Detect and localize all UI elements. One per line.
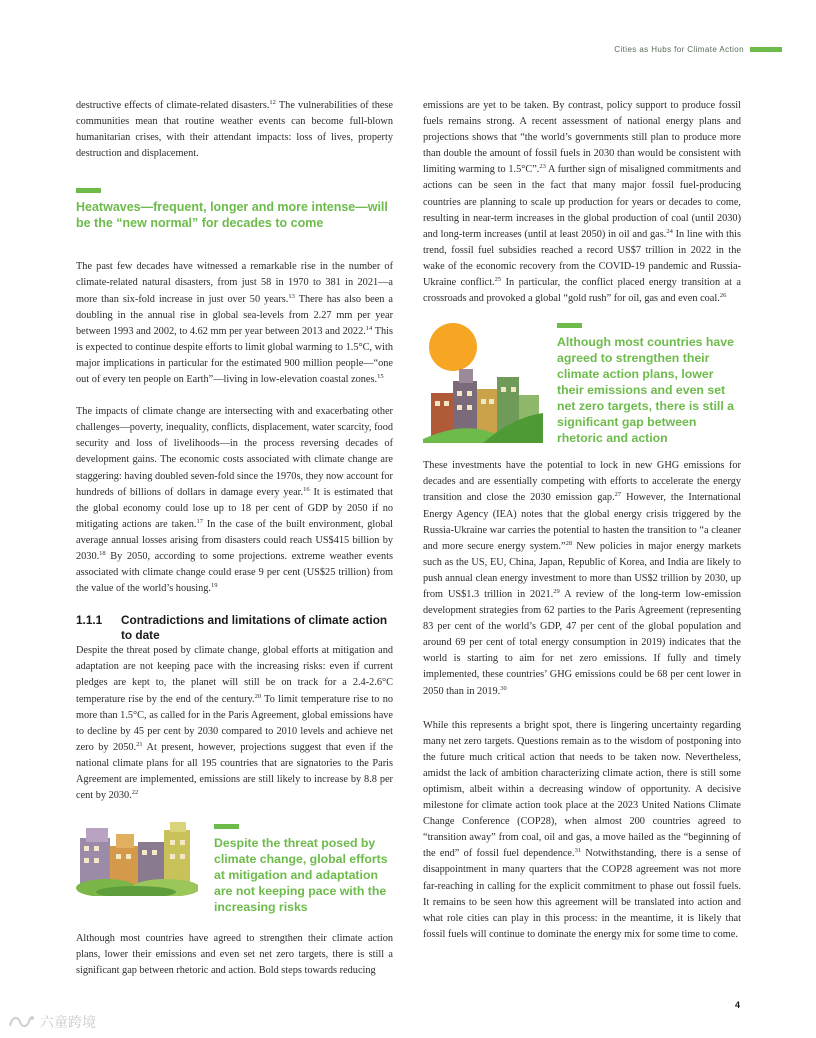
left-column	[76, 98, 393, 995]
body-paragraph: Despite the threat posed by climate change, global efforts at mitigation and adaptation are not keeping pace with the increasing risks: even if current pledges are kept to, the planet will still be on track for a 2.4-2.6°C temperature rise by the end of the century.$^{20}$ To limit temperature rise to no more than 1.5°C, as called for in the Paris Agreement, global emissions have to decline by 45 per cent by 2030 compared to 2010 levels and achieve net zero by 2050.21 At present, however, projections suggest that even if the national climate plans for all 195 countries that are signatories to the Paris Agreement are implemented, emissions are still likely to increase by 8.8 per cent by 2030.22	[76, 645, 393, 802]
watermark	[8, 1012, 96, 1032]
footnote-ref: 30	[500, 684, 507, 692]
body-paragraph: The past few decades have witnessed a remarkable rise in the number of climate-related natural disasters, from just 58 in 1970 to 381 in 2021—a more than six-fold increase in just over 50 years.$^{13}$ There has also been a doubling in the annual rise in global sea-levels from 2.27 mm per year between 1993 and 2002, to 4.62 mm per year between 2013 and 2022.14 This is expected to continue despite efforts to limit global warming to 1.5°C, with major implications in particular for the estimated 900 million people—“one out of every ten people on Earth”—living in low-elevation coastal zones.$^{15}$	[76, 261, 394, 386]
solar-city-illustration	[423, 321, 543, 443]
body-paragraph: These investments have the potential to lock in new GHG emissions for decades and are essentially competing with efforts to accelerate the energy transition and close the 2030 emission gap.$^{27}$ However, the International Energy Agency (IEA) notes that the global energy crisis triggered by the Russia-Ukraine war carries the potential to hasten the transition to “a cleaner and more secure energy system.”$^{28}$ New policies in major energy markets such as the US, EU, China, Japan, Republic of Korea, and India are likely to push annual clean energy investment to more than US$2 trillion by 2030, up from US$1.3 trillion in 2021.29 A review of the long-term low-emission development strategies from 62 parties to the Paris Agreement (representing 83 per cent of the world’s GDP, 47 per cent of the global population and around 69 per cent of total energy consumption in 2019) indicates that the world is starting to aim for net zero emissions. If fully and timely implemented, these countries’ GHG emissions could be 68 per cent lower in 2050 than in 2019.30	[423, 460, 741, 697]
footnote-ref: 26	[719, 292, 727, 300]
subsection-heading	[76, 613, 393, 643]
intro-paragraph: destructive effects of climate-related disasters.$^{12}$ The vulnerabilities of these communities mean that routine weather events can become full-blown humanitarian crises, with their attendant impacts: loss of lives, property destruction and displacement.	[76, 99, 393, 160]
city-buildings-illustration	[76, 820, 198, 896]
pull-quote-text: Despite the threat posed by climate change, global efforts at mitigation and adaptation are not keeping pace with the increasing risks	[214, 836, 388, 915]
footnote-ref: 19	[210, 582, 218, 590]
right-column	[423, 98, 741, 959]
footnote-ref: 20	[254, 692, 262, 700]
footnote-ref: 27	[614, 491, 622, 499]
pull-quote-block	[423, 321, 741, 446]
footnote-ref: 25	[494, 276, 502, 284]
body-paragraph: Although most countries have agreed to strengthen their climate action plans, lower their emissions and even set net zero targets, there is still a significant gap between rhetoric and action. Bold steps towards reducing	[76, 933, 393, 977]
footnote-ref: 21	[136, 740, 143, 748]
body-paragraph: The impacts of climate change are intersecting with and exacerbating other challenges—poverty, inequality, conflicts, displacement, water scarcity, food security and loss of livelihoods—in the process reversing decades of development gains. The economic costs associated with climate change are staggering: having doubled seven-fold since the 1970s, they now account for hundreds of billions of dollars in damage every year.$^{16}$ It is estimated that the global economy could lose up to 18 per cent of GDP by 2050 if no mitigating actions are taken.$^{17}$ In the case of the built environment, global average annual losses arising from disasters could reach US$415 billion by 2030.18 By 2050, according to some projections. extreme weather events associated with climate change could erase 9 per cent (US$25 trillion) from the value of the world’s housing.$^{19}$	[76, 406, 394, 595]
body-paragraph: While this represents a bright spot, there is lingering uncertainty regarding many net zero targets. Questions remain as to the wisdom of postponing into the future much critical action that needs to be taken now. Nevertheless, amidst the lack of ambition characterizing climate action, there is still some optimism, albeit within a decreasing window of opportunity. A decisive milestone for climate action took place at the 2023 United Nations Climate Change Conference (COP28), when almost 200 countries agreed to “transition away” from coal, oil and gas, a move hailed as the “beginning of the end” of fossil fuel dependence.$^{31}$ Notwithstanding, there is a sense of disappointment in many quarters that the COP28 agreement was not more far-reaching in calling for the explicit commitment to phase out fossil fuels. It remains to be seen how this agreement will be translated into action and what role cities can play in this process: in the meantime, it is likely that fossil fuels will continue to dominate the energy mix for some time to come.	[423, 719, 741, 940]
footnote-ref: 14	[365, 324, 373, 332]
callout-accent-bar	[76, 188, 101, 193]
footnote-ref: 15	[377, 373, 384, 381]
pull-quote-text: Although most countries have agreed to strengthen their climate action plans, lower their emissions and even set net zero targets, there is still a significant gap between rhetoric and action	[557, 335, 734, 446]
footnote-ref: 23	[539, 163, 546, 171]
body-paragraph: emissions are yet to be taken. By contrast, policy support to produce fossil fuels remains strong. A recent assessment of national energy plans and projections shows that “the world’s governments still plan to produce more than double the amount of fossil fuels in 2030 than would be consistent with limiting warming to 1.5°C”.$^{23}$ A further sign of misaligned commitments and actions can be seen in the fact that many major fossil fuel-producing countries are planning to scale up production for years or decades to come, resulting in near-term increases in the global production of coal (until 2030) and long-term increases (until at least 2050) in oil and gas.$^{24}$ In line with this trend, fossil fuel subsidies reached a record US$7 trillion in 2022 in the wake of the economic recovery from the COVID-19 pandemic and Russia-Ukraine conflict.$^{25}$ In particular, the conflict placed energy transition at a crossroads and provoked a global “gold rush” for oil, gas and even coal.$^{26}$	[423, 100, 742, 305]
footnote-ref: 12	[269, 99, 276, 106]
footnote-ref: 13	[288, 292, 295, 300]
heatwaves-callout	[76, 188, 393, 231]
pull-quote	[214, 820, 393, 915]
footnote-ref: 17	[196, 517, 203, 525]
running-header	[614, 45, 782, 54]
footnote-ref: 28	[565, 539, 573, 547]
watermark-text: 六童跨境	[40, 1015, 96, 1031]
header-accent-bar	[750, 47, 782, 52]
footnote-ref: 22	[131, 789, 139, 797]
pull-quote-block	[76, 820, 393, 915]
subsection-title: Contradictions and limitations of climate action to date	[121, 613, 388, 643]
heatwaves-heading: Heatwaves—frequent, longer and more intense—will be the “new normal” for decades to come	[76, 200, 388, 231]
subsection-number: 1.1.1	[76, 613, 103, 628]
footnote-ref: 31	[574, 847, 582, 855]
footnote-ref: 29	[553, 587, 560, 595]
footnote-ref: 16	[303, 485, 310, 493]
pull-quote	[557, 321, 741, 446]
page-number: 4	[734, 1000, 740, 1010]
quote-accent-bar	[214, 824, 239, 829]
quote-accent-bar	[557, 323, 582, 328]
watermark-logo-icon	[8, 1014, 36, 1030]
footnote-ref: 24	[666, 227, 673, 235]
running-title: Cities as Hubs for Climate Action	[614, 45, 744, 54]
footnote-ref: 18	[99, 549, 106, 557]
